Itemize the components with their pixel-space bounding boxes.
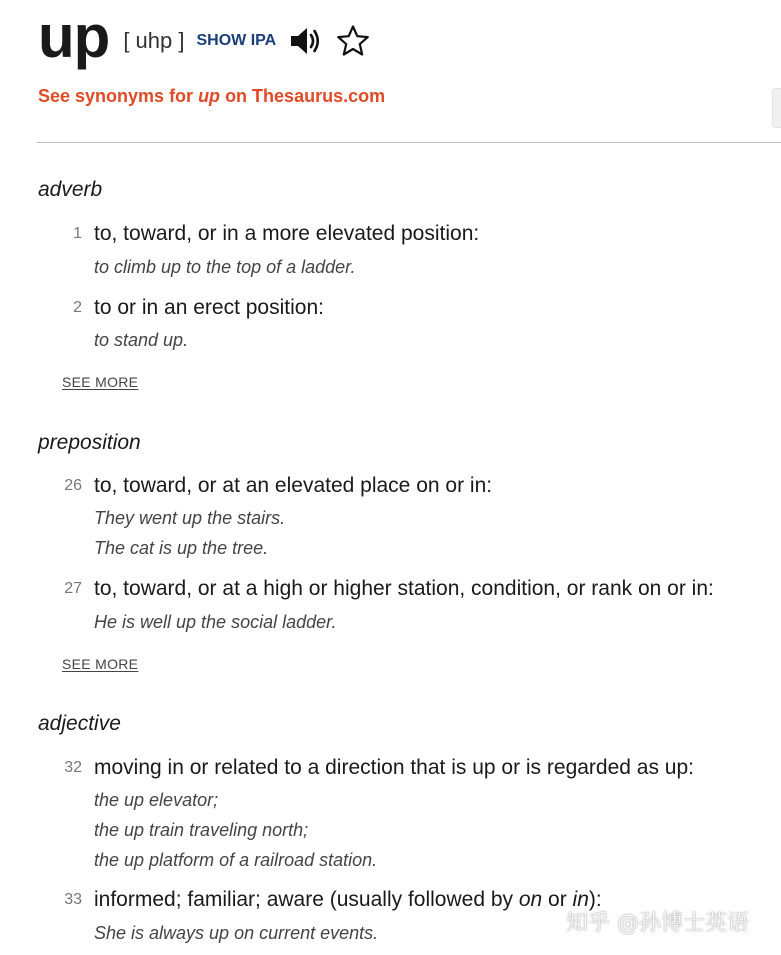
sense-number: 26 [64,477,82,494]
show-ipa-button[interactable]: SHOW IPA [196,32,277,49]
sense-example: She is always up on current events. [94,923,379,943]
sense-definition: to or in an erect position: [94,296,324,319]
speaker-icon[interactable] [288,25,322,57]
sense-definition: to, toward, or at an elevated place on or in: [94,474,493,497]
headword: up [38,3,110,70]
sense-definition: to, toward, or in a more elevated position: [94,222,480,245]
star-icon[interactable] [336,24,370,58]
sense-definition [94,888,602,912]
sense-example: They went up the stairs. [94,508,286,528]
sense-example: the up platform of a railroad station. [94,850,378,870]
sense-number: 33 [64,891,82,908]
synonyms-link-prefix: See synonyms for [38,86,199,106]
sense-example: He is well up the social ladder. [94,612,337,632]
sense-example: the up train traveling north; [94,820,309,840]
entry-header [38,3,370,72]
synonyms-link-suffix: on Thesaurus.com [220,86,386,106]
definition-italic-word: in [572,888,589,911]
part-of-speech-adverb: adverb [38,178,103,201]
see-more-adverb-link[interactable]: SEE MORE [62,374,139,390]
sense-example: the up elevator; [94,790,219,810]
sense-number: 32 [64,759,82,776]
sense-definition: to, toward, or at a high or higher station, condition, or rank on or in: [94,577,714,600]
definition-text: ): [588,888,602,911]
definition-text: informed; familiar; aware (usually followed by [94,888,519,911]
zhihu-watermark: 知乎 @孙博士英语 [566,911,749,936]
sense-number: 27 [64,580,82,597]
thesaurus-synonyms-link[interactable] [38,86,385,107]
pronunciation: [ uhp ] [123,28,185,53]
sense-example: The cat is up the tree. [94,538,269,558]
header-divider [37,142,781,143]
definition-italic-word: on [518,888,543,911]
sense-number: 1 [73,225,82,242]
sense-number: 2 [73,299,82,316]
synonyms-link-word: up [198,86,221,106]
sense-example: to climb up to the top of a ladder. [94,257,356,277]
part-of-speech-adjective: adjective [38,712,121,735]
sense-definition: moving in or related to a direction that is up or is regarded as up: [94,756,694,779]
part-of-speech-preposition: preposition [38,431,141,454]
sense-example: to stand up. [94,330,189,350]
definition-text: or [542,888,573,911]
see-more-preposition-link[interactable]: SEE MORE [62,656,139,672]
side-panel-tab[interactable] [772,88,781,128]
